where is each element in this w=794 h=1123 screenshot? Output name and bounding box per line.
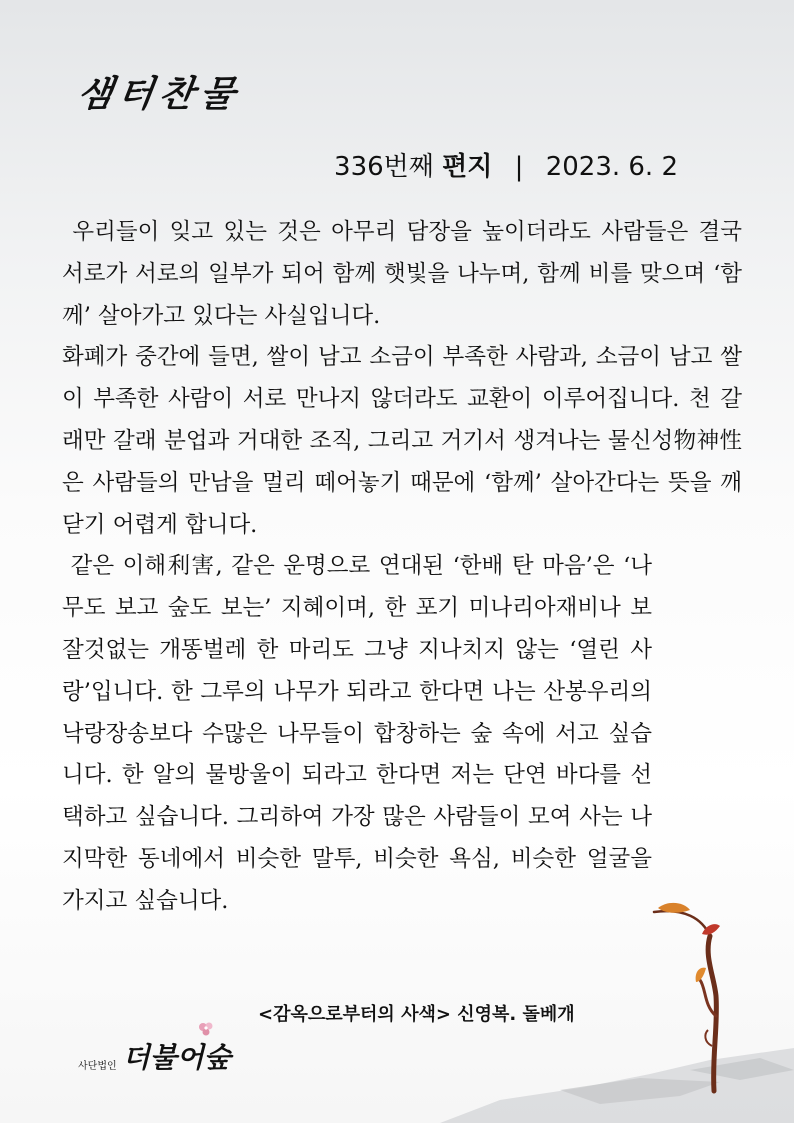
letter-date: 2023. 6. 2	[545, 152, 678, 182]
paragraph-1: 우리들이 잊고 있는 것은 아무리 담장을 높이더라도 사람들은 결국 서로가 서로의 일부가 되어 함께 햇빛을 나누며, 함께 비를 맞으며 ‘함께’ 살아가고 있다는 사실입니다.	[62, 219, 750, 329]
letter-body	[62, 212, 750, 923]
flower-icon	[196, 1020, 218, 1042]
source-citation: <감옥으로부터의 사색> 신영복. 돌베개	[258, 1004, 575, 1025]
org-small-label: 사단법인	[78, 1061, 117, 1072]
paragraph-2: 화폐가 중간에 들면, 쌀이 남고 소금이 부족한 사람과, 소금이 남고 쌀이 부족한 사람이 서로 만나지 않더라도 교환이 이루어집니다. 천 갈래만 갈래 분업과 거대한 조직, 그리고 거기서 생겨나는 물신성物神性은 사람들의 만남을 멀리 떼어놓기 때문에 ‘함께’ 살아간다는 뜻을 깨닫기 어렵게 합니다.	[62, 344, 742, 538]
source-publisher: 돌베개	[522, 1004, 575, 1025]
source-book: <감옥으로부터의 사색>	[258, 1004, 451, 1025]
letter-label: 편지	[442, 152, 493, 182]
source-author: 신영복	[457, 1004, 510, 1025]
org-logo	[78, 1036, 231, 1076]
org-name: 더불어숲	[122, 1041, 231, 1074]
letter-number: 336번째	[334, 152, 434, 182]
paragraph-3: 같은 이해利害, 같은 운명으로 연대된 ‘한배 탄 마음’은 ‘나무도 보고 숲도 보는’ 지혜이며, 한 포기 미나리아재비나 보잘것없는 개똥벌레 한 마리도 그냥 지나치지 않는 ‘열린 사랑’입니다. 한 그루의 나무가 되라고 한다면 나는 산봉우리의 낙랑장송보다 수많은 나무들이 합창하는 숲 속에 서고 싶습니다. 한 알의 물방울이 되라고 한다면 저는 단연 바다를 선택하고 싶습니다. 그리하여 가장 많은 사람들이 모여 사는 나지막한 동네에서 비슷한 말투, 비슷한 욕심, 비슷한 얼굴을 가지고 싶습니다.	[62, 553, 660, 914]
letter-header	[334, 146, 678, 183]
header-separator: |	[514, 152, 524, 182]
page-title-logo: 샘터찬물	[74, 74, 244, 115]
plant-branch-icon	[644, 896, 744, 1096]
